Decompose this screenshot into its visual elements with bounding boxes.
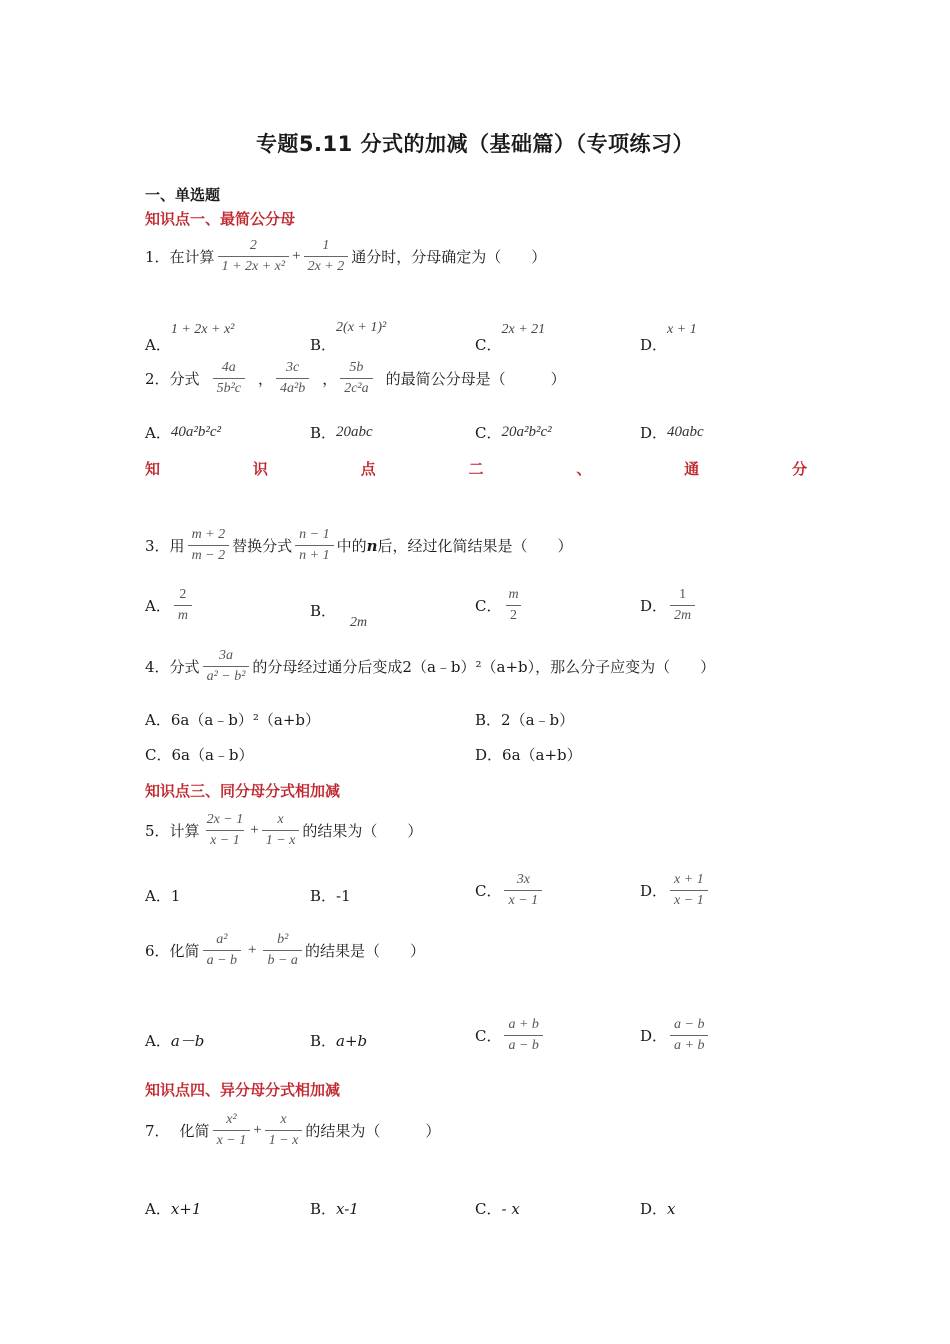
numerator: a − b xyxy=(674,1017,705,1032)
question-number: 3． xyxy=(145,537,170,556)
option-value: a+b xyxy=(336,1031,368,1050)
question-text: 化简 xyxy=(169,942,200,961)
question-6 xyxy=(145,932,425,969)
numerator: 3x xyxy=(516,872,530,887)
fraction xyxy=(304,238,349,275)
option-d[interactable] xyxy=(640,587,698,624)
kp2-char: 识 xyxy=(252,460,268,478)
option-value: 6a（a+b） xyxy=(502,746,582,764)
option-label: A． xyxy=(145,887,171,905)
plus-sign: + xyxy=(250,822,259,839)
option-c[interactable] xyxy=(475,1198,520,1219)
option-value: 2x + 21 xyxy=(501,321,546,337)
question-text: 分式 xyxy=(169,658,200,677)
option-label: D． xyxy=(640,882,668,901)
option-b[interactable] xyxy=(310,885,351,906)
question-text: 的最简公分母是（ ） xyxy=(385,370,566,389)
option-label: A． xyxy=(145,597,171,616)
section-heading: 一、单选题 xyxy=(145,186,221,204)
kp2-char: 通 xyxy=(684,460,700,478)
numerator: n − 1 xyxy=(299,527,330,542)
question-number: 4． xyxy=(145,658,170,677)
option-label: A． xyxy=(145,336,171,354)
option-label: B． xyxy=(310,1032,337,1050)
option-c[interactable] xyxy=(475,587,526,624)
option-label: C． xyxy=(475,1027,502,1046)
page-title: 专题5.11 分式的加减（基础篇）（专项练习） xyxy=(255,132,695,156)
option-value: -1 xyxy=(336,886,351,905)
denominator: 2x + 2 xyxy=(304,256,349,275)
question-2 xyxy=(145,360,566,397)
question-text: 计算 xyxy=(169,822,200,841)
option-a[interactable] xyxy=(145,422,221,443)
numerator: 4a xyxy=(221,360,236,375)
question-text: 通分时，分母确定为（ ） xyxy=(351,248,547,267)
numerator: m + 2 xyxy=(191,527,226,542)
option-value: x-1 xyxy=(336,1199,359,1218)
question-text: 的分母经过通分后变成2（a﹣b）²（a+b），那么分子应变为（ ） xyxy=(252,658,716,677)
option-c[interactable] xyxy=(475,1017,546,1054)
numerator: a + b xyxy=(508,1017,539,1032)
question-text: 中的 xyxy=(336,537,367,556)
option-value: 1 + 2x + x² xyxy=(170,321,235,337)
option-label: B． xyxy=(310,336,337,354)
denominator: 2c²a xyxy=(340,378,372,397)
comma: ， xyxy=(322,370,338,389)
fraction xyxy=(213,1112,251,1149)
option-b[interactable] xyxy=(310,422,373,443)
option-value: - x xyxy=(501,1199,520,1218)
question-4 xyxy=(145,648,715,685)
option-value: 2(x + 1)² xyxy=(336,319,387,335)
option-a[interactable] xyxy=(145,304,234,355)
option-b[interactable] xyxy=(310,300,386,355)
question-text: 替换分式 xyxy=(232,537,293,556)
option-value: 1 xyxy=(170,886,181,905)
option-c[interactable] xyxy=(475,422,552,443)
numerator: 2 xyxy=(179,587,187,602)
option-b[interactable] xyxy=(475,709,574,730)
option-label: C． xyxy=(145,746,172,764)
fraction xyxy=(295,527,333,564)
numerator: 2x − 1 xyxy=(206,812,244,827)
option-d[interactable] xyxy=(475,744,582,765)
fraction xyxy=(263,932,301,969)
kp2-char: 分 xyxy=(791,460,807,478)
numerator: x² xyxy=(226,1112,237,1127)
denominator: 1 + 2x + x² xyxy=(218,256,290,275)
option-label: D． xyxy=(640,1200,668,1218)
question-number: 7． xyxy=(145,1122,170,1141)
fraction xyxy=(670,872,708,909)
question-5 xyxy=(145,812,422,849)
question-text: 的结果为（ ） xyxy=(305,1122,441,1141)
option-label: C． xyxy=(475,336,502,354)
option-label: D． xyxy=(640,597,668,616)
option-value: 6a（a﹣b）²（a+b） xyxy=(170,711,321,729)
denominator: 2m xyxy=(670,605,695,624)
option-label: B． xyxy=(310,887,337,905)
option-label: A． xyxy=(145,711,171,729)
numerator: m xyxy=(508,587,519,602)
knowledge-point-1: 知识点一、最简公分母 xyxy=(145,210,296,228)
question-number: 2． xyxy=(145,370,170,389)
fraction xyxy=(203,932,241,969)
kp2-char: 知 xyxy=(145,460,161,478)
option-d[interactable] xyxy=(640,304,697,355)
option-b[interactable] xyxy=(310,1198,359,1219)
option-c[interactable] xyxy=(475,872,545,909)
fraction xyxy=(504,587,522,624)
question-number: 6． xyxy=(145,942,170,961)
kp2-char: 二 xyxy=(468,460,484,478)
question-number: 1． xyxy=(145,248,170,267)
option-value: 20a²b²c² xyxy=(501,424,552,440)
plus-sign: + xyxy=(248,942,257,959)
option-value: x xyxy=(667,1199,676,1218)
denominator: 2 xyxy=(506,605,521,624)
question-text: 分式 xyxy=(169,370,200,389)
option-d[interactable] xyxy=(640,422,704,443)
denominator: a − b xyxy=(504,1035,542,1054)
denominator: m xyxy=(174,605,192,624)
question-text: 化简 xyxy=(179,1122,210,1141)
option-label: D． xyxy=(640,424,668,442)
option-value: 2m xyxy=(350,614,368,630)
fraction xyxy=(265,1112,303,1149)
question-text: 的结果是（ ） xyxy=(304,942,425,961)
fraction xyxy=(340,360,372,397)
option-label: A． xyxy=(145,424,171,442)
fraction xyxy=(504,1017,542,1054)
option-label: B． xyxy=(310,602,337,620)
option-b[interactable] xyxy=(310,600,367,631)
denominator: b − a xyxy=(263,950,301,969)
option-value: 2（a﹣b） xyxy=(501,711,575,729)
numerator: b² xyxy=(277,932,289,947)
fraction xyxy=(213,360,245,397)
plus-sign: + xyxy=(292,248,301,265)
option-a[interactable] xyxy=(145,709,320,730)
fraction xyxy=(218,238,290,275)
knowledge-point-4: 知识点四、异分母分式相加减 xyxy=(145,1081,341,1099)
option-value: a－b xyxy=(170,1032,205,1050)
option-label: B． xyxy=(310,1200,337,1218)
option-label: A． xyxy=(145,1200,171,1218)
option-value: x+1 xyxy=(170,1199,202,1218)
option-value: 40abc xyxy=(667,424,704,440)
fraction xyxy=(670,587,695,624)
option-value: 40a²b²c² xyxy=(170,424,221,440)
numerator: 5b xyxy=(349,360,364,375)
denominator: n + 1 xyxy=(295,545,333,564)
option-label: D． xyxy=(640,1027,668,1046)
option-label: B． xyxy=(475,711,502,729)
option-label: D． xyxy=(475,746,503,764)
fraction xyxy=(670,1017,708,1054)
denominator: 1 − x xyxy=(265,1130,303,1149)
denominator: a − b xyxy=(203,950,241,969)
option-b[interactable] xyxy=(310,1030,367,1051)
fraction xyxy=(174,587,192,624)
knowledge-point-2 xyxy=(145,458,807,479)
option-label: D． xyxy=(640,336,668,354)
denominator: a + b xyxy=(670,1035,708,1054)
numerator: 1 xyxy=(679,587,687,602)
fraction xyxy=(262,812,300,849)
option-c[interactable] xyxy=(145,744,254,765)
option-a[interactable] xyxy=(145,1030,204,1051)
denominator: x − 1 xyxy=(670,890,708,909)
numerator: x xyxy=(277,812,284,827)
option-d[interactable] xyxy=(640,872,711,909)
option-label: C． xyxy=(475,597,502,616)
numerator: 3c xyxy=(285,360,300,375)
fraction xyxy=(188,527,230,564)
denominator: x − 1 xyxy=(504,890,542,909)
option-c[interactable] xyxy=(475,304,545,355)
comma: ， xyxy=(257,370,273,389)
option-label: B． xyxy=(310,424,337,442)
numerator: 2 xyxy=(249,238,257,253)
knowledge-point-3: 知识点三、同分母分式相加减 xyxy=(145,782,341,800)
option-value: 20abc xyxy=(336,424,373,440)
numerator: 1 xyxy=(322,238,330,253)
numerator: a² xyxy=(216,932,228,947)
question-text: 用 xyxy=(169,537,185,556)
option-label: C． xyxy=(475,1200,502,1218)
option-value: 6a（a﹣b） xyxy=(171,746,254,764)
question-text: 在计算 xyxy=(169,248,215,267)
denominator: m − 2 xyxy=(188,545,230,564)
option-a[interactable] xyxy=(145,885,180,906)
option-label: C． xyxy=(475,882,502,901)
kp2-char: 、 xyxy=(576,460,592,478)
question-number: 5． xyxy=(145,822,170,841)
denominator: 1 − x xyxy=(262,830,300,849)
option-label: C． xyxy=(475,424,502,442)
fraction xyxy=(203,648,250,685)
denominator: 4a²b xyxy=(276,378,309,397)
question-text: 后，经过化简结果是（ ） xyxy=(377,537,573,556)
numerator: x xyxy=(280,1112,287,1127)
plus-sign: + xyxy=(253,1122,262,1139)
option-label: A． xyxy=(145,1032,171,1050)
fraction xyxy=(203,812,248,849)
denominator: x − 1 xyxy=(206,830,244,849)
question-7 xyxy=(145,1112,440,1149)
kp2-char: 点 xyxy=(360,460,376,478)
fraction xyxy=(504,872,542,909)
question-text: 的结果为（ ） xyxy=(302,822,423,841)
question-1 xyxy=(145,238,546,275)
option-d[interactable] xyxy=(640,1198,676,1219)
denominator: x − 1 xyxy=(213,1130,251,1149)
option-d[interactable] xyxy=(640,1017,711,1054)
denominator: a² − b² xyxy=(203,666,250,685)
option-a[interactable] xyxy=(145,587,195,624)
numerator: 3a xyxy=(218,648,233,663)
fraction xyxy=(276,360,309,397)
option-value: x + 1 xyxy=(667,321,697,337)
variable: n xyxy=(366,536,378,555)
denominator: 5b²c xyxy=(213,378,245,397)
question-3 xyxy=(145,527,573,564)
option-a[interactable] xyxy=(145,1198,201,1219)
numerator: x + 1 xyxy=(674,872,704,887)
